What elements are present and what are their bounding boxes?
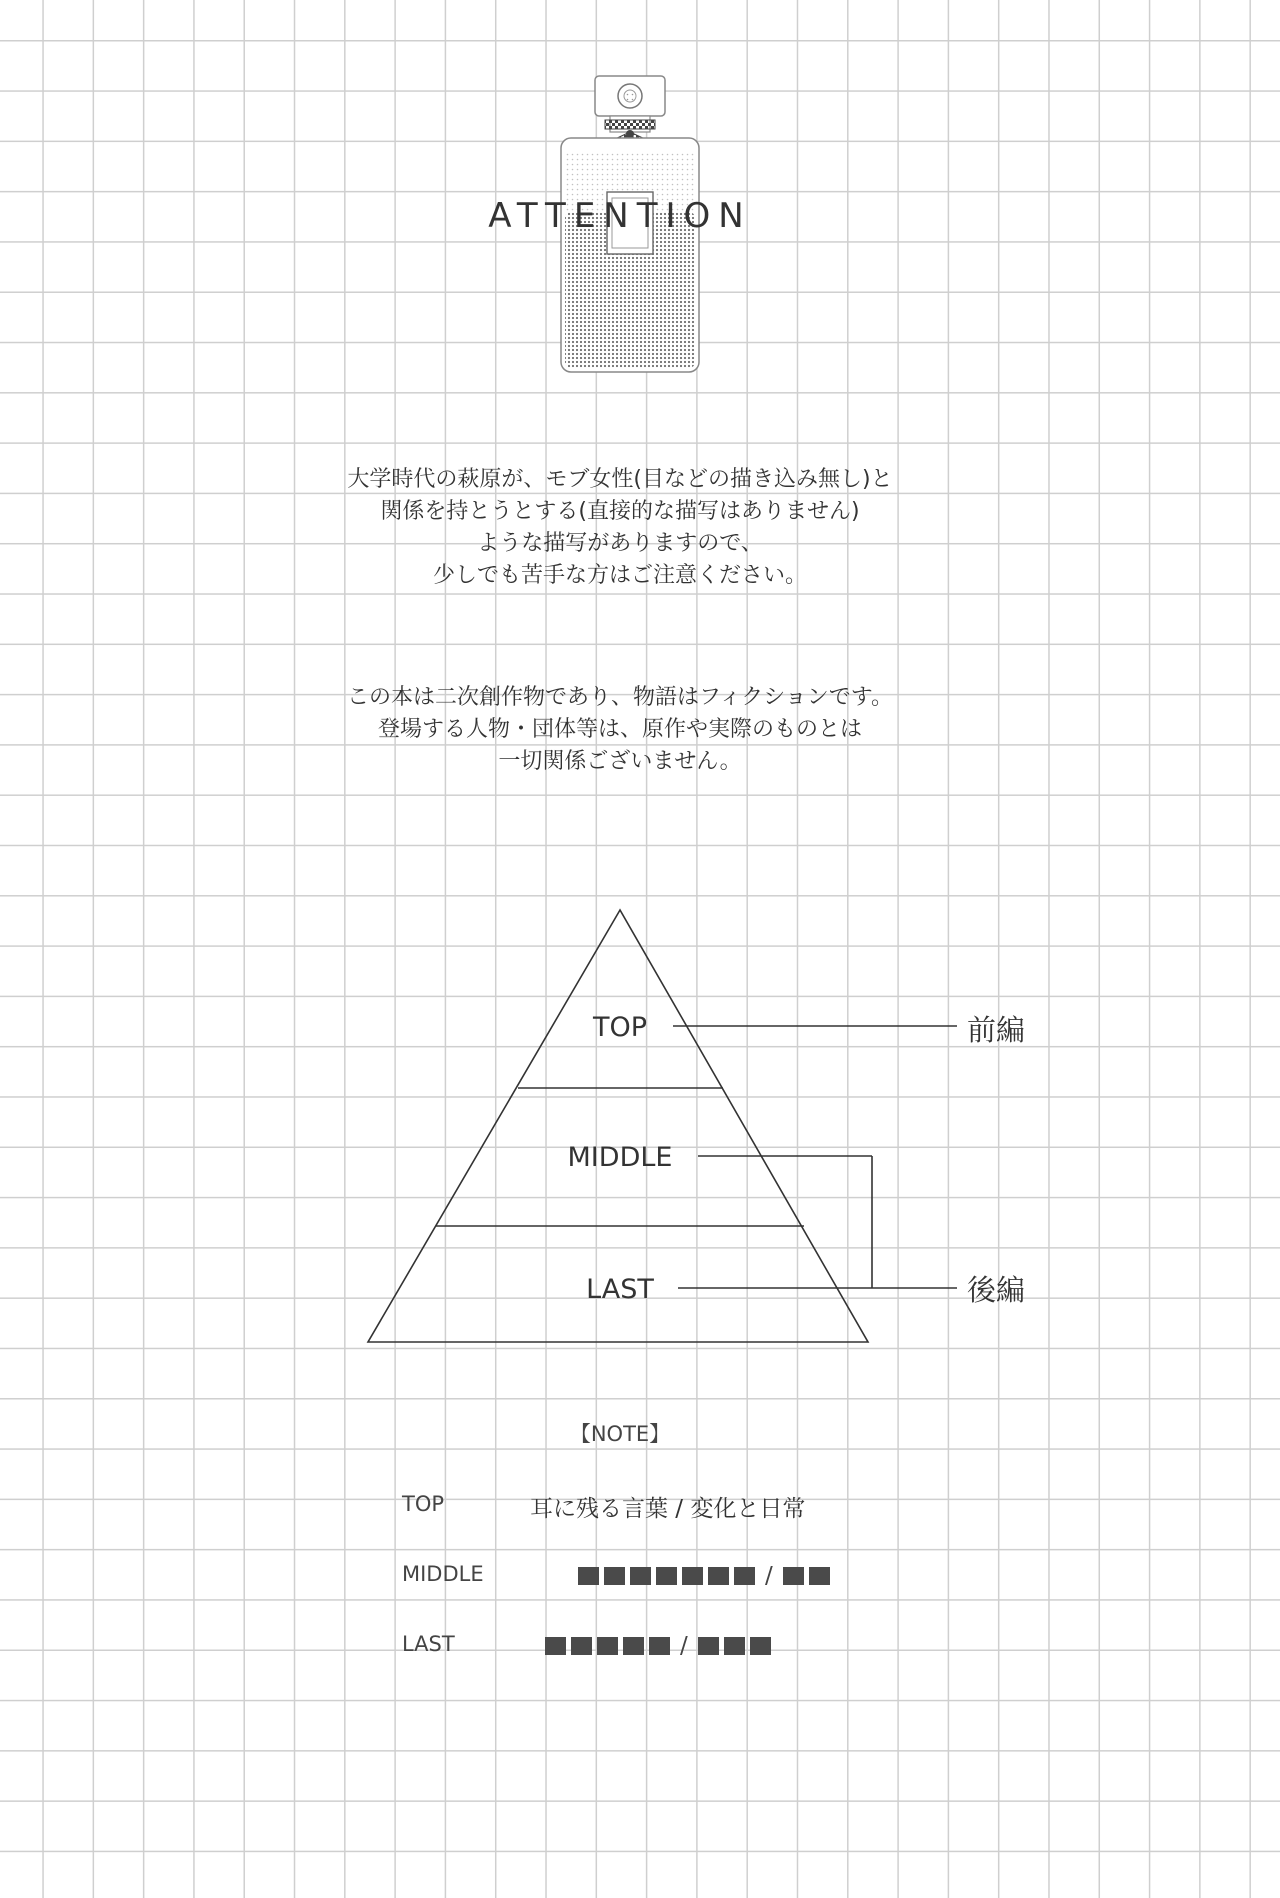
content-warning: [0, 464, 1240, 592]
disclaimer-line: 一切関係ございません。: [498, 749, 742, 774]
part-label-second: 後編: [967, 1273, 1026, 1307]
part-label-first: 前編: [967, 1013, 1026, 1047]
disclaimer-line: 登場する人物・団体等は、原作や実際のものとは: [377, 717, 862, 742]
note-separator: /: [680, 1633, 688, 1659]
page-title: ATTENTION: [488, 196, 752, 236]
warning-line: 少しでも苦手な方はご注意ください。: [432, 563, 807, 588]
story-pyramid-diagram: [0, 900, 1280, 1360]
fiction-disclaimer: [0, 682, 1240, 778]
disclaimer-line: この本は二次創作物であり、物語はフィクションです。: [346, 685, 894, 710]
warning-line: ような描写がありますので、: [477, 531, 763, 556]
note-label: LAST: [402, 1632, 455, 1656]
pyramid-level-middle: MIDDLE: [567, 1142, 673, 1173]
pyramid-level-last: LAST: [586, 1274, 654, 1305]
redacted-value: [545, 1634, 776, 1658]
note-separator: /: [765, 1563, 773, 1589]
note-value: 耳に残る言葉 / 変化と日常: [530, 1496, 806, 1522]
note-label: MIDDLE: [402, 1562, 484, 1586]
note-label: TOP: [402, 1492, 445, 1516]
warning-line: 関係を持とうとする(直接的な描写はありません): [380, 499, 860, 524]
warning-line: 大学時代の萩原が、モブ女性(目などの描き込み無し)と: [347, 467, 893, 492]
redacted-value: [578, 1564, 835, 1588]
pyramid-level-top: TOP: [592, 1012, 648, 1043]
note-heading: 【NOTE】: [569, 1422, 671, 1446]
